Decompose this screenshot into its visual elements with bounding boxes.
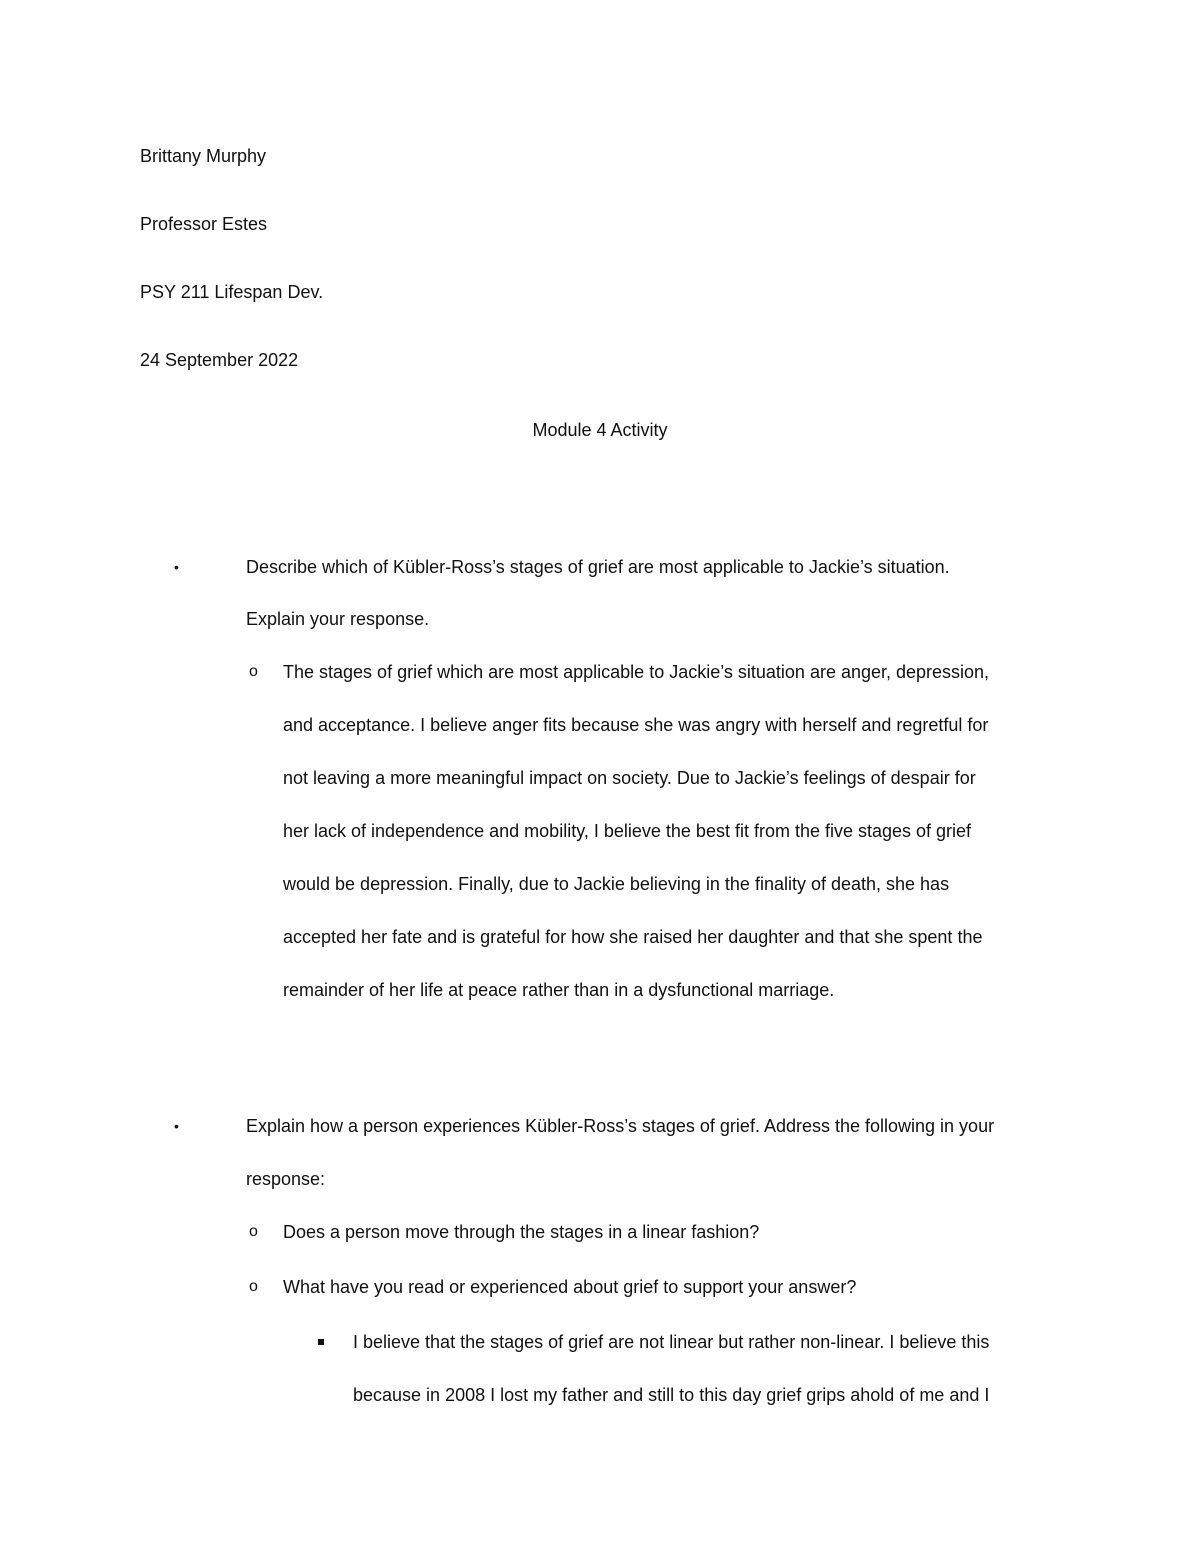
course-name: PSY 211 Lifespan Dev. [140,282,324,302]
sub-question-2: What have you read or experienced about grief to support your answer? [283,1277,857,1297]
question-1-line-2: Explain your response. [246,609,430,629]
sub-question-1: Does a person move through the stages in a linear fashion? [283,1222,760,1242]
question-2-line-1: Explain how a person experiences Kübler-Ross’s stages of grief. Address the following in your [246,1116,995,1136]
bullet-dot-icon: • [174,1118,179,1134]
bullet-circle-icon: o [249,663,258,680]
answer-1-line-1: The stages of grief which are most applicable to Jackie’s situation are anger, depression, [283,662,990,682]
answer-1-line-4: her lack of independence and mobility, I believe the best fit from the five stages of grief [283,821,972,841]
document-title: Module 4 Activity [532,420,668,440]
answer-1-line-3: not leaving a more meaningful impact on society. Due to Jackie’s feelings of despair for [283,768,976,788]
answer-2-line-1: I believe that the stages of grief are not linear but rather non-linear. I believe this [353,1332,990,1352]
answer-1-line-6: accepted her fate and is grateful for how she raised her daughter and that she spent the [283,927,983,947]
document-date: 24 September 2022 [140,350,299,370]
answer-1-line-2: and acceptance. I believe anger fits because she was angry with herself and regretful for [283,715,989,735]
author-name: Brittany Murphy [140,146,267,166]
answer-1-line-5: would be depression. Finally, due to Jackie believing in the finality of death, she has [283,874,950,894]
bullet-circle-icon: o [249,1223,258,1240]
bullet-circle-icon: o [249,1278,258,1295]
answer-1-line-7: remainder of her life at peace rather than in a dysfunctional marriage. [283,980,835,1000]
bullet-square-icon [318,1339,324,1345]
professor-name: Professor Estes [140,214,268,234]
bullet-dot-icon: • [174,559,179,575]
question-1-line-1: Describe which of Kübler-Ross’s stages of grief are most applicable to Jackie’s situation. [246,557,950,577]
question-2-line-2: response: [246,1169,326,1189]
answer-2-line-2: because in 2008 I lost my father and still to this day grief grips ahold of me and I [353,1385,990,1405]
